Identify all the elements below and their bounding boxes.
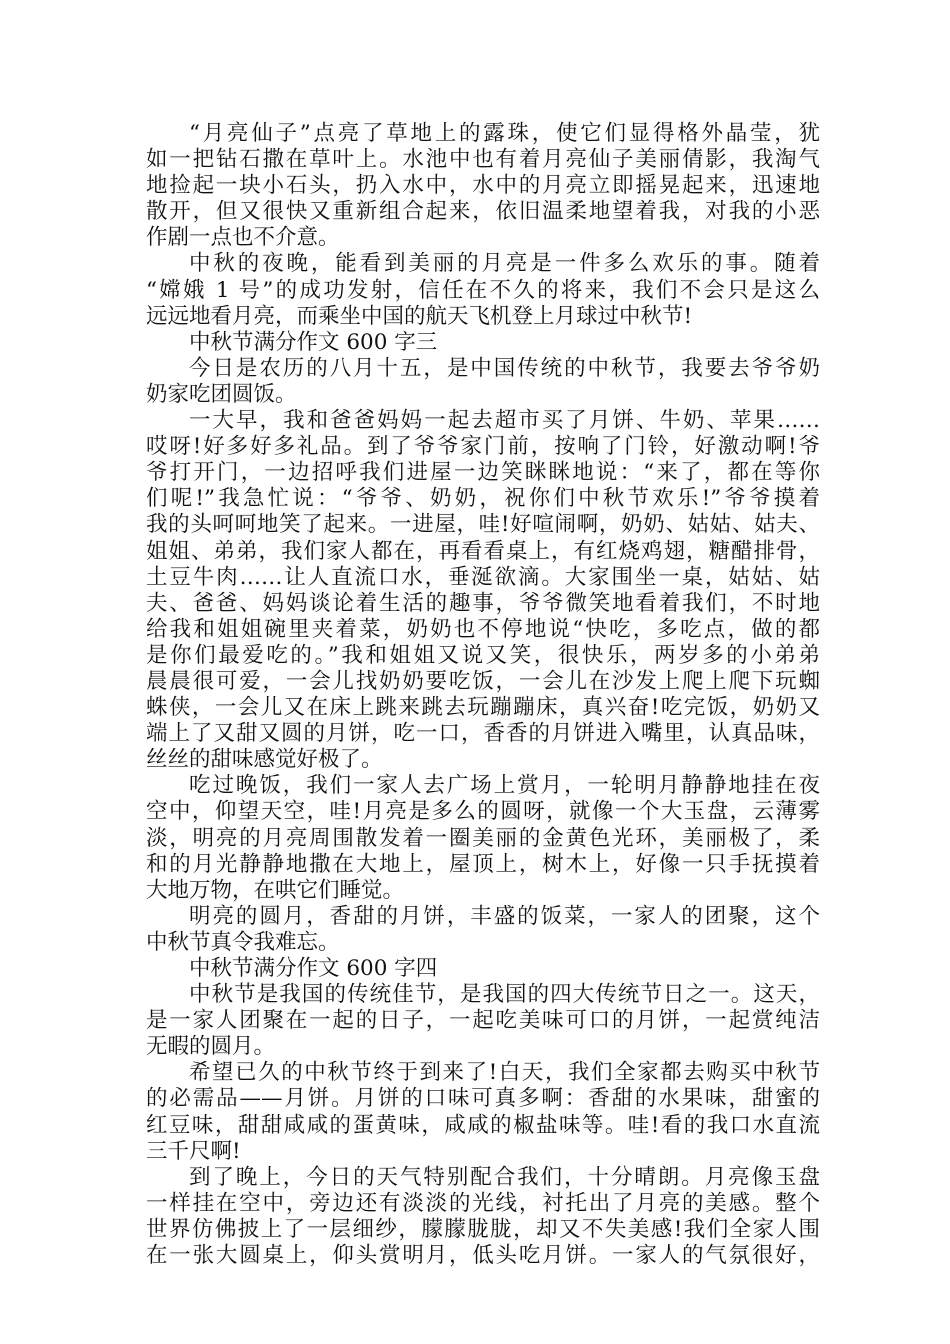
text-line: 散开，但又很快又重新组合起来，依旧温柔地望着我，对我的小恶 bbox=[146, 199, 820, 225]
text-line: 如一把钻石撒在草叶上。水池中也有着月亮仙子美丽倩影，我淘气 bbox=[146, 147, 820, 173]
text-line: 空中，仰望天空，哇!月亮是多么的圆呀，就像一个大玉盘，云薄雾 bbox=[146, 799, 820, 825]
text-line: 吃过晚饭，我们一家人去广场上赏月，一轮明月静静地挂在夜 bbox=[189, 773, 820, 799]
text-line: 哎呀!好多好多礼品。到了爷爷家门前，按响了门铃，好激动啊!爷 bbox=[146, 434, 820, 460]
text-line: 一样挂在空中，旁边还有淡淡的光线，衬托出了月亮的美感。整个 bbox=[146, 1190, 820, 1216]
text-line: 的必需品——月饼。月饼的口味可真多啊：香甜的水果味，甜蜜的 bbox=[146, 1086, 820, 1112]
text-line: 爷打开门，一边招呼我们进屋一边笑眯眯地说：“来了，都在等你 bbox=[146, 460, 820, 486]
text-line: 希望已久的中秋节终于到来了!白天，我们全家都去购买中秋节 bbox=[189, 1060, 820, 1086]
text-line: 是你们最爱吃的。”我和姐姐又说又笑，很快乐，两岁多的小弟弟 bbox=[146, 642, 820, 668]
text-line: 中秋节满分作文 600 字三 bbox=[189, 329, 438, 355]
text-line: 中秋节满分作文 600 字四 bbox=[189, 956, 438, 981]
text-line: 丝丝的甜味感觉好极了。 bbox=[146, 747, 383, 773]
text-line: 到了晚上，今日的天气特别配合我们，十分晴朗。月亮像玉盘 bbox=[189, 1164, 820, 1190]
text-line: 大地万物，在哄它们睡觉。 bbox=[146, 877, 405, 903]
text-line: 中秋节真令我难忘。 bbox=[146, 929, 340, 955]
text-line: 三千尺啊! bbox=[146, 1138, 241, 1164]
text-line: 地捡起一块小石头，扔入水中，水中的月亮立即摇晃起来，迅速地 bbox=[146, 173, 820, 199]
text-line: 世界仿佛披上了一层细纱，朦朦胧胧，却又不失美感!我们全家人围 bbox=[146, 1216, 820, 1242]
text-line: 和的月光静静地撒在大地上，屋顶上，树木上，好像一只手抚摸着 bbox=[146, 851, 820, 877]
text-line: 晨晨很可爱，一会儿找奶奶要吃饭，一会儿在沙发上爬上爬下玩蜘 bbox=[146, 668, 820, 694]
text-line: 夫、爸爸、妈妈谈论着生活的趣事，爷爷微笑地看着我们，不时地 bbox=[146, 590, 820, 616]
text-line: 中秋节是我国的传统佳节，是我国的四大传统节日之一。这天， bbox=[189, 982, 820, 1008]
text-line: 土豆牛肉……让人直流口水，垂涎欲滴。大家围坐一桌，姑姑、姑 bbox=[146, 564, 820, 590]
text-line: 淡，明亮的月亮周围散发着一圈美丽的金黄色光环，美丽极了，柔 bbox=[146, 825, 820, 851]
text-line: 远远地看月亮，而乘坐中国的航天飞机登上月球过中秋节! bbox=[146, 303, 693, 329]
text-line: 中秋的夜晚，能看到美丽的月亮是一件多么欢乐的事。随着 bbox=[189, 251, 820, 277]
text-line: 给我和姐姐碗里夹着菜，奶奶也不停地说“快吃，多吃点，做的都 bbox=[146, 616, 820, 642]
text-line: 我的头呵呵地笑了起来。一进屋，哇!好喧闹啊，奶奶、姑姑、姑夫、 bbox=[146, 512, 820, 538]
document-body bbox=[146, 121, 820, 1269]
text-line: 是一家人团聚在一起的日子，一起吃美味可口的月饼，一起赏纯洁 bbox=[146, 1008, 820, 1034]
text-line: 今日是农历的八月十五，是中国传统的中秋节，我要去爷爷奶 bbox=[189, 355, 820, 381]
text-line: 明亮的圆月，香甜的月饼，丰盛的饭菜，一家人的团聚，这个 bbox=[189, 903, 820, 929]
text-line: “嫦娥 1 号”的成功发射，信任在不久的将来，我们不会只是这么 bbox=[146, 277, 820, 303]
text-line: 姐姐、弟弟，我们家人都在，再看看桌上，有红烧鸡翅，糖醋排骨， bbox=[146, 538, 820, 564]
text-line: 奶家吃团圆饭。 bbox=[146, 381, 297, 407]
text-line: 一大早，我和爸爸妈妈一起去超市买了月饼、牛奶、苹果…… bbox=[189, 408, 820, 434]
text-line: 红豆味，甜甜咸咸的蛋黄味，咸咸的椒盐味等。哇!看的我口水直流 bbox=[146, 1112, 820, 1138]
text-line: “月亮仙子”点亮了草地上的露珠，使它们显得格外晶莹，犹 bbox=[189, 121, 820, 146]
text-line: 无暇的圆月。 bbox=[146, 1034, 276, 1060]
text-line: 在一张大圆桌上，仰头赏明月，低头吃月饼。一家人的气氛很好， bbox=[146, 1243, 820, 1269]
text-line: 们呢!”我急忙说：“爷爷、奶奶，祝你们中秋节欢乐!”爷爷摸着 bbox=[146, 486, 820, 512]
text-line: 蛛侠，一会儿又在床上跳来跳去玩蹦蹦床，真兴奋!吃完饭，奶奶又 bbox=[146, 695, 820, 721]
text-line: 作剧一点也不介意。 bbox=[146, 225, 340, 251]
text-line: 端上了又甜又圆的月饼，吃一口，香香的月饼进入嘴里，认真品味， bbox=[146, 721, 820, 747]
